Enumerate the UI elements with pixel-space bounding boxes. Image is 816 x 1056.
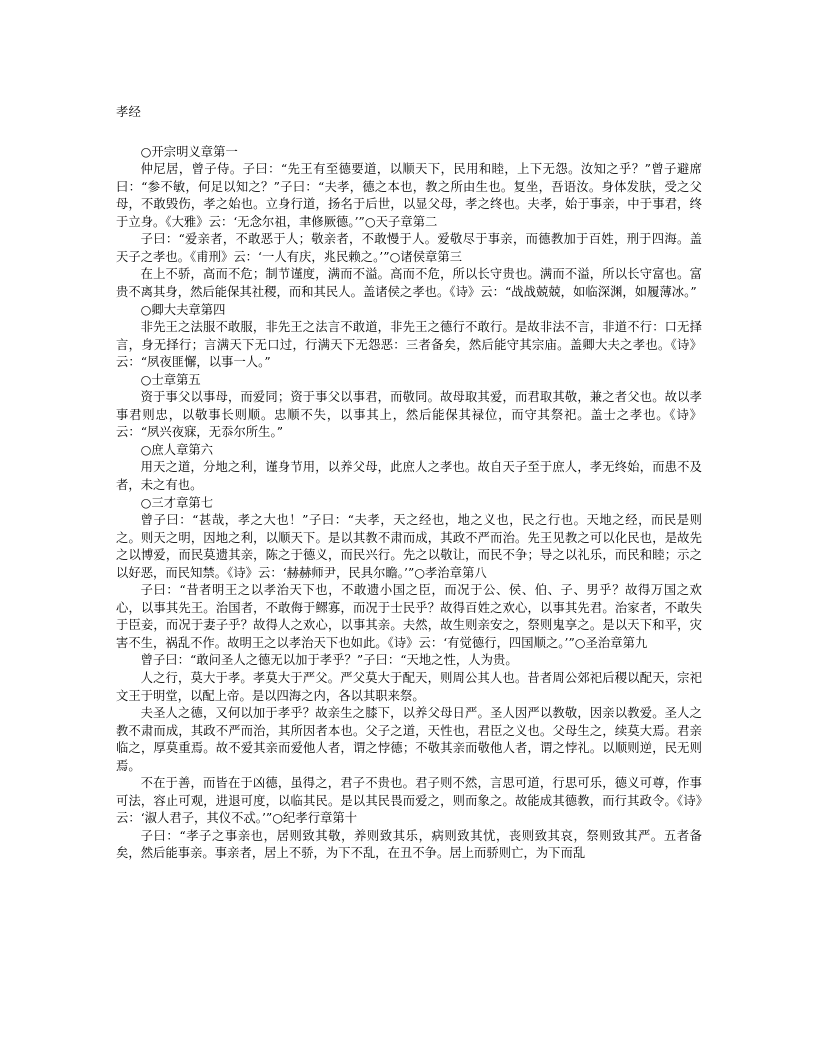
chapter-body-5: 资于事父以事母，而爱同；资于事父以事君，而敬同。故母取其爱，而君取其敬，兼之者父也。故以孝事君则忠，以敬事长则顺。忠顺不失，以事其上，然后能保其禄位，而守其祭祀。盖士之孝也。《诗》云：“夙兴夜寐，无忝尔所生。”	[116, 390, 702, 440]
chapter-heading-6: ○庶人章第六	[140, 442, 214, 457]
chapter-heading-1: ○开宗明义章第一	[140, 144, 238, 159]
chapter-body-7: 曾子曰：“甚哉，孝之大也！”子曰：“夫孝，天之经也，地之义也，民之行也。天地之经，而民是则之。则天之明，因地之利，以顺天下。是以其教不肃而成，其政不严而治。先王见教之可以化民也，是故先之以博爱，而民莫遗其亲，陈之于德义，而民兴行。先之以敬让，而民不争；导之以礼乐，而民和睦；示之以好恶，而民知禁。《诗》云：‘赫赫师尹，民具尔瞻。’”○孝治章第八	[116, 513, 702, 580]
chapter-body-1: 仲尼居，曾子侍。子曰：“先王有至德要道，以顺天下，民用和睦，上下无怨。汝知之乎？”曾子避席曰：“参不敏，何足以知之？”子曰：“夫孝，德之本也，教之所由生也。复坐，吾语汝。身体发肤，受之父母，不敢毁伤，孝之始也。立身行道，扬名于后世，以显父母，孝之终也。夫孝，始于事亲，中于事君，终于立身。《大雅》云：‘无念尔祖，聿修厥德。’”○天子章第二	[116, 162, 702, 229]
page-title: 孝经	[116, 105, 141, 119]
chapter-heading-4: ○卿大夫章第四	[140, 302, 226, 317]
chapter-heading-5: ○士章第五	[140, 372, 201, 387]
chapter-heading-7: ○三才章第七	[140, 495, 214, 510]
chapter-body-9d: 不在于善，而皆在于凶德，虽得之，君子不贵也。君子则不然，言思可道，行思可乐，德义可尊，作事可法，容止可观，进退可度，以临其民。是以其民畏而爱之，则而象之。故能成其德教，而行其政令。《诗》云：‘淑人君子，其仪不忒。’”○纪孝行章第十	[116, 776, 702, 826]
chapter-body-3: 在上不骄，高而不危；制节谨度，满而不溢。高而不危，所以长守贵也。满而不溢，所以长守富也。富贵不离其身，然后能保其社稷，而和其民人。盖诸侯之孝也。《诗》云：“战战兢兢，如临深渊，如履薄冰。”	[116, 267, 702, 299]
chapter-body-6: 用天之道，分地之利，谨身节用，以养父母，此庶人之孝也。故自天子至于庶人，孝无终始，而患不及者，未之有也。	[116, 460, 702, 492]
title-spacer	[116, 122, 702, 144]
chapter-body-8: 子曰：“昔者明王之以孝治天下也，不敢遗小国之臣，而况于公、侯、伯、子、男乎？故得万国之欢心，以事其先王。治国者，不敢侮于鳏寡，而况于士民乎？故得百姓之欢心，以事其先君。治家者，不敢失于臣妾，而况于妻子乎？故得人之欢心，以事其亲。夫然，故生则亲安之，祭则鬼享之。是以天下和平，灾害不生，祸乱不作。故明王之以孝治天下也如此。《诗》云：‘有觉德行，四国顺之。’”○圣治章第九	[116, 583, 702, 650]
chapter-body-9a: 曾子曰：“敢问圣人之德无以加于孝乎？”子曰：“天地之性，人为贵。	[140, 653, 518, 668]
chapter-body-9c: 夫圣人之德，又何以加于孝乎？故亲生之膝下，以养父母日严。圣人因严以教敬，因亲以教爱。圣人之教不肃而成，其政不严而治，其所因者本也。父子之道，天性也，君臣之义也。父母生之，续莫大焉。君亲临之，厚莫重焉。故不爱其亲而爱他人者，谓之悖德；不敬其亲而敬他人者，谓之悖礼。以顺则逆，民无则焉。	[116, 706, 702, 773]
document-body	[116, 144, 702, 863]
chapter-body-4: 非先王之法服不敢服，非先王之法言不敢道，非先王之德行不敢行。是故非法不言，非道不行：口无择言，身无择行；言满天下无口过，行满天下无怨恶：三者备矣，然后能守其宗庙。盖卿大夫之孝也。《诗》云：“夙夜匪懈，以事一人。”	[116, 320, 702, 370]
chapter-body-2: 子曰：“爱亲者，不敢恶于人；敬亲者，不敢慢于人。爱敬尽于事亲，而德教加于百姓，刑于四海。盖天子之孝也。《甫刑》云：‘一人有庆，兆民赖之。’”○诸侯章第三	[116, 232, 702, 264]
chapter-body-10: 子曰：“孝子之事亲也，居则致其敬，养则致其乐，病则致其忧，丧则致其哀，祭则致其严。五者备矣，然后能事亲。事亲者，居上不骄，为下不乱，在丑不争。居上而骄则亡，为下而乱	[116, 828, 702, 861]
chapter-body-9b: 人之行，莫大于孝。孝莫大于严父。严父莫大于配天，则周公其人也。昔者周公郊祀后稷以配天，宗祀文王于明堂，以配上帝。是以四海之内，各以其职来祭。	[116, 671, 702, 703]
